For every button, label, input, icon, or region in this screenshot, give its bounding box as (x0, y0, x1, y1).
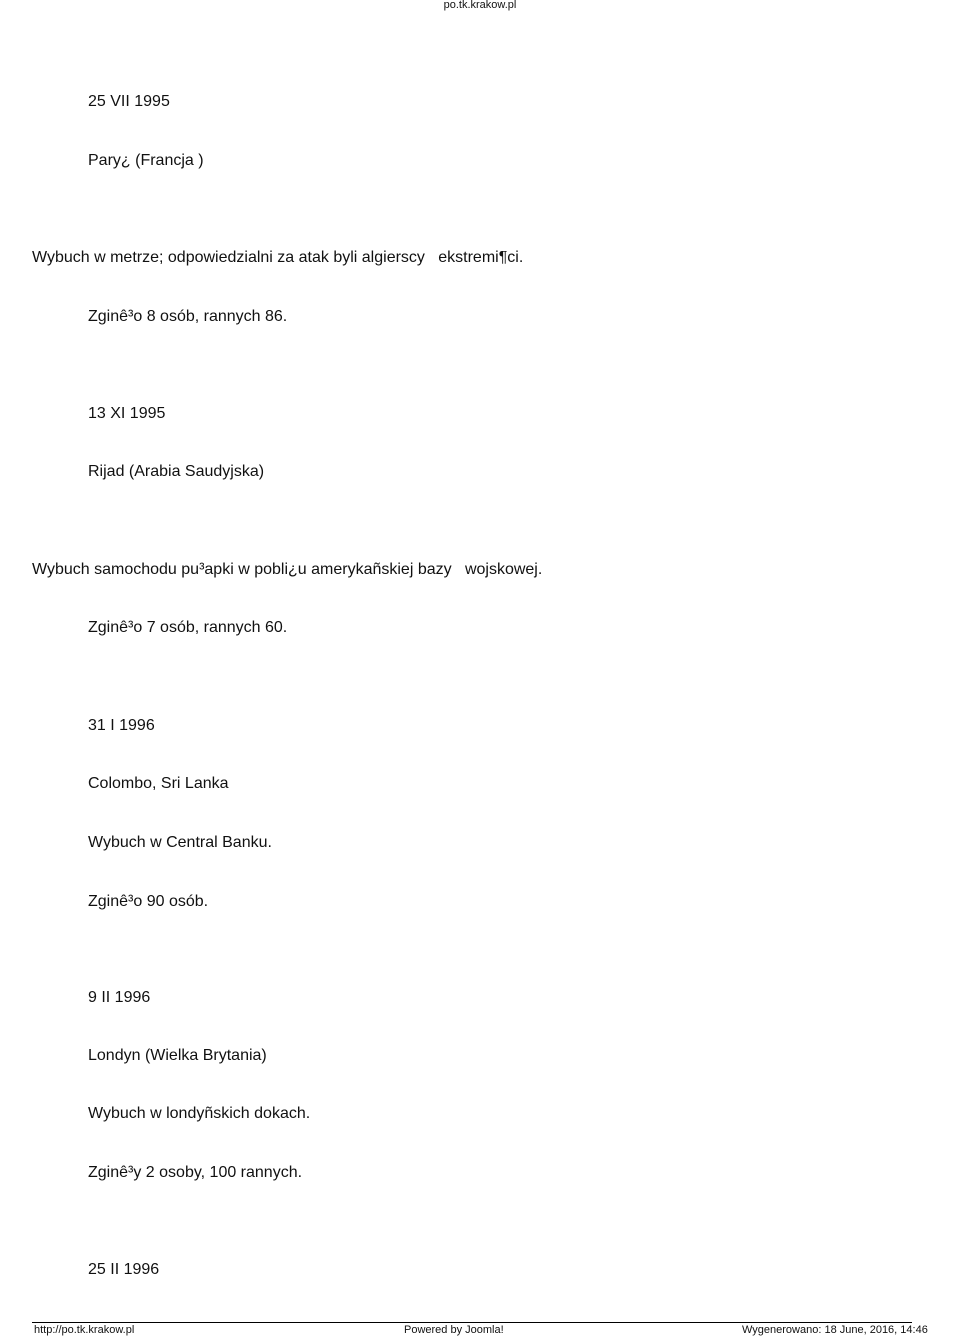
entry-date: 25 VII 1995 (88, 93, 170, 110)
entry-description: Wybuch w metrze; odpowiedzialni za atak byli algierscy ekstremi¶ci. (32, 249, 524, 266)
entry-description: Wybuch w londyñskich dokach. (88, 1105, 311, 1122)
entry-casualties: Zginê³o 90 osób. (88, 893, 209, 910)
header-site-name: po.tk.krakow.pl (443, 0, 517, 11)
entry-date: 31 I 1996 (88, 717, 155, 734)
entry-casualties: Zginê³o 8 osób, rannych 86. (88, 308, 288, 325)
entry-date: 13 XI 1995 (88, 405, 166, 422)
entry-place: Rijad (Arabia Saudyjska) (88, 463, 265, 480)
entry-date: 9 II 1996 (88, 989, 151, 1006)
footer-divider (32, 1322, 912, 1323)
entry-place: Colombo, Sri Lanka (88, 775, 229, 792)
entry-place: Pary¿ (Francja ) (88, 152, 204, 169)
footer-generated: Wygenerowano: 18 June, 2016, 14:46 (742, 1324, 928, 1336)
entry-casualties: Zginê³y 2 osoby, 100 rannych. (88, 1164, 303, 1181)
entry-casualties: Zginê³o 7 osób, rannych 60. (88, 619, 288, 636)
footer-url: http://po.tk.krakow.pl (34, 1324, 135, 1336)
footer-powered-by: Powered by Joomla! (404, 1324, 504, 1336)
entry-description: Wybuch w Central Banku. (88, 834, 272, 851)
entry-date: 25 II 1996 (88, 1261, 160, 1278)
entry-description: Wybuch samochodu pu³apki w pobli¿u amerykañskiej bazy wojskowej. (32, 561, 543, 578)
entry-place: Londyn (Wielka Brytania) (88, 1047, 267, 1064)
